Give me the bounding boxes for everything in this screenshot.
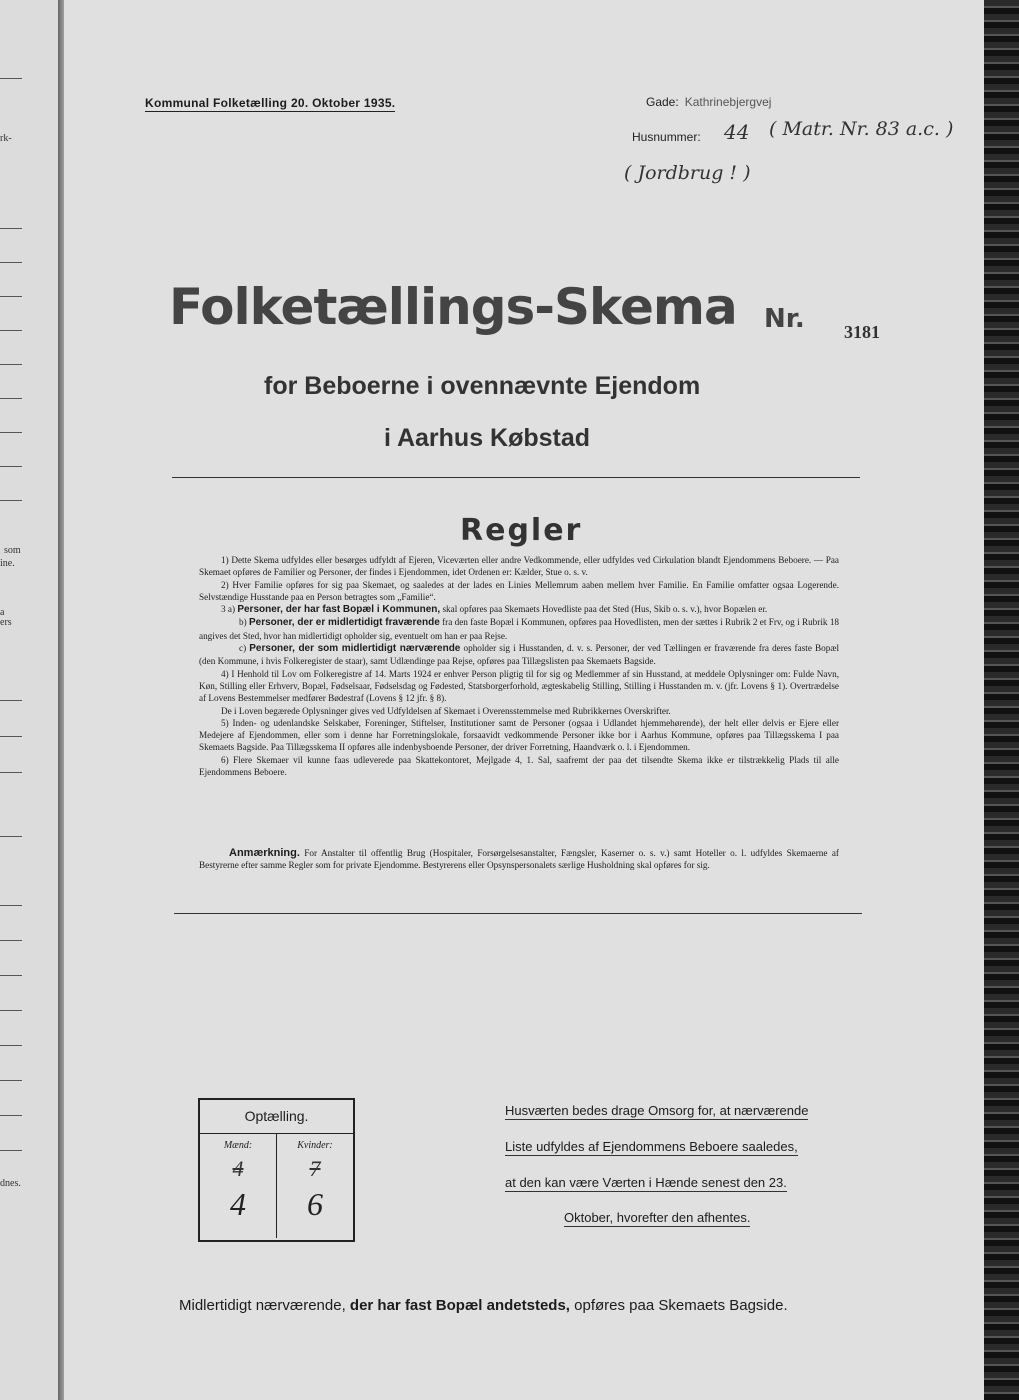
ledger-rule	[0, 736, 22, 737]
rule-1: 1) Dette Skema udfyldes eller besørges udfyldt af Ejeren, Viceværten eller andre Vedkommende, eller udfyldes ved Cirkulation blandt Ejendommens Beboere. — Paa Skemaet opføres de Familier og Personer, der findes i Ejendommen, idet Ordenen er: Kælder, Stue o. s. v.	[199, 555, 839, 578]
ledger-rule	[0, 975, 22, 976]
adjacent-page-fragment: ine.	[0, 558, 15, 569]
ledger-rule	[0, 700, 22, 701]
rule-3a-heading: Personer, der har fast Bopæl i Kommunen,	[237, 604, 441, 616]
husnummer-field	[632, 130, 701, 144]
ledger-rule	[0, 78, 22, 79]
ledger-rule	[0, 262, 22, 263]
ledger-rule	[0, 330, 22, 331]
ledger-rule	[0, 772, 22, 773]
footer-note	[179, 1297, 788, 1314]
form-number-label: Nr.	[764, 304, 805, 334]
ledger-rule	[0, 466, 22, 467]
women-column	[277, 1134, 353, 1238]
form-location: i Aarhus Købstad	[384, 424, 591, 452]
handwritten-jordbrug-note: ( Jordbrug ! )	[624, 162, 751, 184]
husnummer-label: Husnummer:	[632, 130, 701, 144]
ledger-rule	[0, 364, 22, 365]
adjacent-page-fragment: rk-	[0, 133, 12, 144]
men-count-crossed: 4	[232, 1156, 244, 1181]
ledger-rule	[0, 1080, 22, 1081]
ledger-rule	[0, 940, 22, 941]
ledger-rule	[0, 1045, 22, 1046]
rule-3c: c) Personer, der som midlertidigt nærværende opholder sig i Husstanden, d. v. s. Personer, der ved Tællingen er fraværende fra deres faste Bopæl (den Kommune, i hvis Folkeregister de staar), samt Udlændinge paa Rejse, opføres paa Tillægslisten paa Skemaets Bagside.	[199, 643, 840, 667]
ledger-rule	[0, 1010, 22, 1011]
count-box	[198, 1098, 355, 1242]
adjacent-page-strip	[0, 0, 62, 1400]
handwritten-matrikel-note: ( Matr. Nr. 83 a.c. )	[769, 118, 954, 140]
women-label: Kvinder:	[297, 1140, 333, 1151]
adjacent-page-fragment: ers	[0, 617, 12, 628]
note-body: For Anstalter til offentlig Brug (Hospitaler, Forsørgelsesanstalter, Fængsler, Kaserner o. s. v.) samt Hoteller o. l. udfyldes Skemaerne af Bestyrerne efter samme Regler som for private Ejendomme. Bestyrerens eller Opsynspersonalets særlige Husholdning skal opføres for sig.	[199, 848, 839, 871]
rule-6: 6) Flere Skemaer vil kunne faas udleverede paa Skattekontoret, Mejlgade 4, 1. Sal, saafremt der paa det tilsendte Skema ikke er tilstrækkelig Plads til alle Ejendommens Beboere.	[199, 754, 839, 778]
divider-line	[172, 477, 860, 478]
men-column	[200, 1134, 277, 1238]
binding-edge	[984, 0, 1019, 1400]
form-number-value: 3181	[844, 322, 880, 342]
form-title: Folketællings-Skema	[169, 278, 737, 336]
form-subtitle: for Beboerne i ovennævnte Ejendom	[264, 372, 701, 400]
ledger-rule	[0, 1150, 22, 1151]
owner-notice-line: Liste udfyldes af Ejendommens Beboere saaledes,	[505, 1139, 798, 1154]
rules-heading: Regler	[460, 513, 583, 548]
adjacent-page-fragment: som	[4, 545, 21, 556]
footer-post: opføres paa Skemaets Bagside.	[574, 1297, 788, 1314]
owner-notice-line: Husværten bedes drage Omsorg for, at nærværende	[505, 1103, 809, 1118]
husnummer-handwritten: 44	[724, 120, 750, 144]
ledger-rule	[0, 836, 22, 837]
footer-pre: Midlertidigt nærværende,	[179, 1297, 346, 1314]
men-label: Mænd:	[223, 1140, 253, 1151]
gade-label: Gade:	[646, 95, 679, 109]
rule-2: 2) Hver Familie opføres for sig paa Skemaet, og saaledes at der lades en Linies Mellemrum aaben mellem hver Familie. En Familie omfatter ogsaa Logerende. Selvstændige Husstande paa en Person betragtes som „Familie“.	[199, 579, 839, 602]
census-form-page	[64, 0, 984, 1400]
count-box-title: Optælling.	[200, 1100, 353, 1134]
adjacent-page-fragment: dnes.	[0, 1178, 21, 1189]
adjacent-page-fragment: a	[0, 607, 5, 618]
divider-line	[174, 913, 862, 914]
ledger-rule	[0, 905, 22, 906]
ledger-rule	[0, 398, 22, 399]
rule-3b-heading: Personer, der er midlertidigt fraværende	[249, 617, 440, 629]
ledger-rule	[0, 296, 22, 297]
gade-field	[646, 95, 771, 109]
ledger-rule	[0, 432, 22, 433]
rule-3c-heading: Personer, der som midlertidigt nærværende	[249, 643, 461, 655]
rule-3b: b) Personer, der er midlertidigt fraværende fra den faste Bopæl i Kommunen, opføres paa Hovedlisten, men der sættes i Rubrik 2 et Frv, og i Rubrik 18 angives det Sted, hvor han midlertidigt opholder sig, eventuelt om han er paa Rejse.	[199, 617, 840, 641]
rule-4: 4) I Henhold til Lov om Folkeregistre af 14. Marts 1924 er enhver Person pligtig til for sig og Medlemmer af sin Husstand, at meddele Oplysninger om: Fulde Navn, Køn, Stilling eller Erhverv, Bopæl, Fødselsaar, Fødselsdag og Fødested, Statsborgerforhold, ægteskabelig Stilling, Stilling i Husstanden m. v. (jfr. Lovens § 1). Overtrædelse af Lovens Bestemmelser medfører Bødestraf (Lovens § 12 jfr. § 8).	[199, 668, 839, 704]
owner-notice-line: at den kan være Værten i Hænde senest den 23.	[505, 1175, 787, 1190]
ledger-rule	[0, 1115, 22, 1116]
rule-5: 5) Inden- og udenlandske Selskaber, Foreninger, Stiftelser, Institutioner samt de Personer (ogsaa i Udlandet hjemmehørende), der helt eller delvis er Ejere eller Medejere af Ejendommen, eller som i denne har Forretningslokale, forsaavidt vedkommende Personer ikke bor i Aarhus Kommune, opføres paa Tillægsskema I paa Skemaets Bagside. Paa Tillægsskema II opføres alle indenbysboende Personer, der driver Forretning, Haandværk o. l. i Ejendommen.	[199, 717, 839, 753]
note-heading: Anmærkning.	[229, 847, 300, 859]
note-text	[199, 847, 839, 872]
men-count: 4	[230, 1186, 246, 1222]
gade-value: Kathrinebjergvej	[684, 95, 772, 109]
rules-text	[199, 554, 839, 778]
women-count-crossed: 7	[309, 1156, 321, 1181]
rule-3a: 3 a) Personer, der har fast Bopæl i Kommunen, skal opføres paa Skemaets Hovedliste paa det Sted (Hus, Skib o. s. v.), hvor Bopælen er.	[221, 604, 768, 616]
census-date-line: Kommunal Folketælling 20. Oktober 1935.	[145, 96, 396, 110]
ledger-rule	[0, 228, 22, 229]
ledger-rule	[0, 500, 22, 501]
women-count: 6	[307, 1186, 323, 1222]
footer-bold: der har fast Bopæl andetsteds,	[349, 1297, 570, 1314]
owner-notice-line: Oktober, hvorefter den afhentes.	[564, 1210, 751, 1225]
rule-4b: De i Loven begærede Oplysninger gives ved Udfyldelsen af Skemaet i Overensstemmelse med Rubrikkernes Overskrifter.	[221, 705, 671, 716]
